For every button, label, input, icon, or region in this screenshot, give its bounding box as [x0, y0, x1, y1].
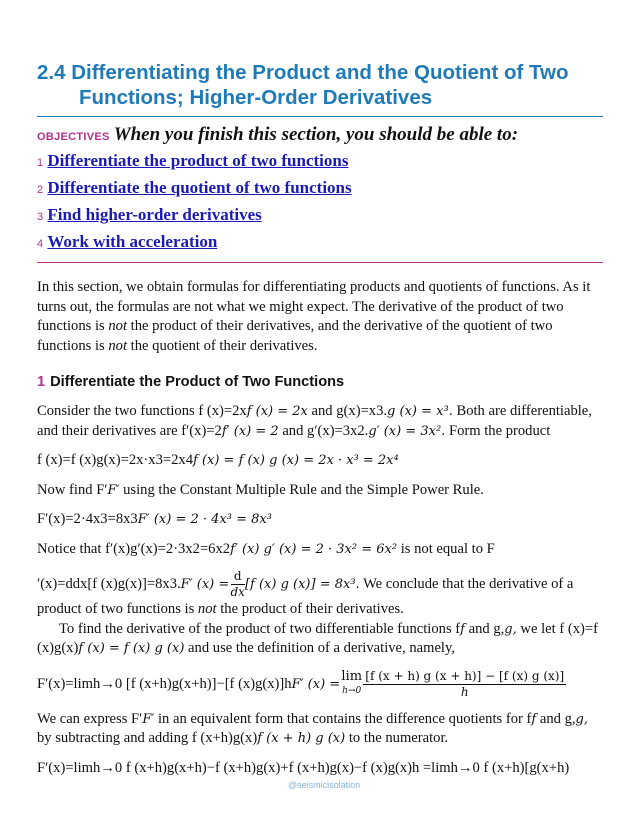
- math-F-def: f (x) = f (x) g (x): [78, 641, 185, 656]
- alt-text: f (x)=f (x)g(x)=2x·x3=2x4: [37, 452, 193, 468]
- intro-text: the quotient of their derivatives.: [127, 337, 318, 354]
- math-F-prime: F′ (x) =: [180, 576, 230, 592]
- limit-subscript: h→0: [342, 686, 362, 696]
- paragraph-notice: [37, 540, 603, 560]
- body-text: and: [536, 710, 565, 727]
- paragraph-functions: [37, 402, 603, 441]
- body-text: We can express: [37, 710, 132, 727]
- frac-denominator: dx: [230, 585, 245, 599]
- math-F-prime: F′ (x) =: [291, 676, 341, 692]
- paragraph-express: [37, 710, 603, 749]
- body-text: and: [307, 403, 337, 419]
- math-F-prime: F′: [142, 711, 155, 727]
- objective-link-acceleration[interactable]: Work with acceleration: [47, 232, 218, 251]
- title-line-1: 2.4 Differentiating the Product and the Quotient of Two: [37, 61, 569, 84]
- alt-text: g(x)=x3.: [336, 403, 388, 419]
- body-text: is not equal to: [397, 540, 487, 557]
- body-text: and use the definition of a derivative, namely,: [184, 640, 455, 656]
- math-g: g (x) = x³.: [387, 404, 453, 419]
- alt-text: f (x)=2x: [198, 403, 247, 419]
- body-text: Consider the two functions: [37, 403, 199, 419]
- intro-paragraph: [37, 278, 603, 356]
- body-text: Now find: [37, 481, 97, 498]
- alt-text: F′(x)=limh→0 f (x+h)g(x+h)−f (x+h)g(x)+f (x+h)g(x)−f (x)g(x)h =limh→0 f (x+h)[g(x+h): [37, 759, 570, 776]
- math-F-prime: F′: [107, 482, 120, 498]
- frac-numerator: d: [231, 569, 245, 585]
- body-text: the product of their derivatives.: [216, 601, 404, 617]
- objective-link-higher-order[interactable]: Find higher-order derivatives: [47, 205, 262, 224]
- alt-text: g,: [564, 710, 576, 727]
- section-title: [37, 60, 603, 110]
- body-text: and: [464, 620, 494, 637]
- alt-text: F′(x)=2·4x3=8x3: [37, 511, 138, 527]
- body-text: We conclude that the derivative of a product of two functions is: [37, 575, 574, 617]
- math-product: f (x) = f (x) g (x) = 2x · x³ = 2x⁴: [193, 453, 399, 468]
- document-page: [37, 60, 603, 778]
- frac-denominator: h: [460, 684, 469, 699]
- math-product-of-derivatives: f′ (x) g′ (x) = 2 · 3x² = 6x²: [230, 541, 398, 557]
- math-g-prime: g′ (x) = 3x².: [368, 423, 446, 439]
- equation-expanded: [37, 759, 603, 779]
- math-limit: [341, 670, 362, 698]
- body-text: F: [486, 540, 495, 557]
- emphasis-not: not: [108, 318, 128, 334]
- objectives-divider: [37, 262, 603, 263]
- subsection-heading: [37, 374, 603, 390]
- watermark: @seismicisolation: [288, 780, 361, 790]
- body-text: Both are differentiable, and their derivatives are: [37, 403, 592, 439]
- subsection-title: Differentiate the Product of Two Functions: [50, 374, 345, 390]
- body-text: Notice that: [37, 540, 106, 557]
- objectives-lead-text: When you finish this section, you should be able to:: [113, 124, 519, 145]
- paragraph-definition: [37, 620, 603, 659]
- title-line-2: Functions; Higher-Order Derivatives: [79, 86, 433, 109]
- objective-item-1: [37, 151, 603, 173]
- objective-number: 3: [37, 211, 44, 223]
- paragraph-find-derivative: [37, 481, 603, 501]
- objective-link-quotient[interactable]: Differentiate the quotient of two functions: [47, 178, 352, 197]
- alt-text: f: [526, 710, 532, 727]
- objectives-label: OBJECTIVES: [37, 131, 110, 143]
- alt-text: F′(x)=limh→0 [f (x+h)g(x+h)]−[f (x)g(x)]h: [37, 675, 292, 692]
- math-f: f (x) = 2x: [246, 404, 308, 419]
- equation-F-prime: [37, 510, 603, 530]
- frac-numerator: [f (x + h) g (x + h)] − [f (x) g (x)]: [365, 668, 565, 683]
- math-g: g,: [575, 711, 588, 727]
- objective-number: 1: [37, 157, 44, 169]
- objective-number: 2: [37, 184, 44, 196]
- body-text: to the numerator.: [345, 730, 449, 746]
- intro-text: the product of their derivatives, and the derivative of the quotient of two functions is: [37, 318, 553, 354]
- body-text: by subtracting and adding: [37, 730, 192, 746]
- alt-text: f: [455, 620, 461, 637]
- math-F-prime-result: F′ (x) = 2 · 4x³ = 8x³: [137, 512, 272, 527]
- limit-label: lim: [341, 669, 363, 684]
- math-f: f: [531, 711, 537, 727]
- alt-text: F′: [96, 481, 108, 498]
- body-text: we let: [516, 620, 560, 637]
- alt-text: f (x)=f (x)g(x): [37, 620, 598, 656]
- equation-limit-definition: [37, 669, 603, 700]
- objective-item-2: [37, 178, 603, 200]
- math-subtract-add-term: f (x + h) g (x): [257, 731, 346, 746]
- objective-item-4: [37, 232, 603, 254]
- equation-product: [37, 451, 603, 471]
- body-text: Form the product: [445, 422, 551, 439]
- paragraph-conclusion: [37, 569, 603, 620]
- alt-text: F′: [131, 710, 143, 727]
- alt-text: f′(x)g′(x)=2·3x2=6x2: [105, 540, 231, 557]
- objective-link-product[interactable]: Differentiate the product of two functions: [47, 151, 349, 170]
- objective-number: 4: [37, 238, 44, 250]
- alt-text: g,: [493, 620, 505, 637]
- objectives-lead: [37, 124, 603, 146]
- emphasis-not: not: [108, 337, 128, 354]
- math-derivative-of-product: [f (x) g (x)] = 8x³.: [244, 576, 360, 592]
- math-d-dx: [231, 569, 245, 600]
- alt-text: ′(x)=ddx[f (x)g(x)]=8x3.: [37, 575, 181, 592]
- math-difference-quotient: [363, 669, 566, 700]
- math-f: f: [460, 621, 465, 637]
- body-text: and: [278, 422, 308, 439]
- alt-text: g′(x)=3x2.: [307, 422, 369, 439]
- body-text: To find the derivative of the product of two differentiable functions: [59, 620, 456, 637]
- math-f-prime: f′ (x) = 2: [221, 423, 279, 439]
- objective-item-3: [37, 205, 603, 227]
- body-text: in an equivalent form that contains the difference quotients for: [154, 710, 527, 727]
- alt-text: f (x+h)g(x): [191, 730, 258, 746]
- alt-text: f′(x)=2: [181, 422, 222, 439]
- body-text: using the Constant Multiple Rule and the Simple Power Rule.: [119, 481, 484, 498]
- subsection-number: 1: [37, 374, 46, 390]
- title-divider: [37, 116, 603, 117]
- emphasis-not: not: [197, 601, 217, 617]
- intro-text: In this section, we obtain formulas for differentiating products and quotients of functions. As it turns out, the formulas are not what we might expect. The derivative of the product of two functions is: [37, 279, 591, 334]
- math-g: g,: [504, 621, 517, 637]
